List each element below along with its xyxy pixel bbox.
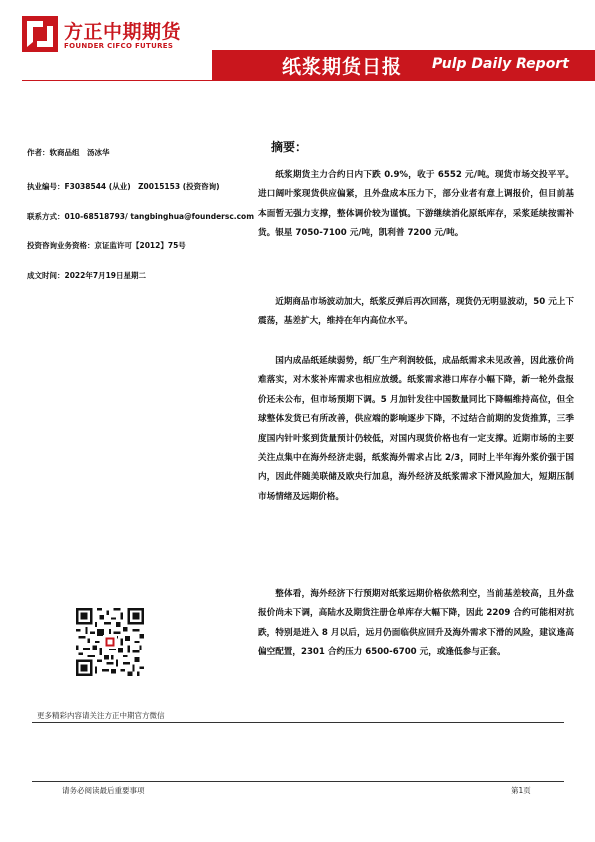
summary-title: 摘要： xyxy=(271,140,308,154)
contact-line: 联系方式：010-68518793/ tangbinghua@foundersc.com xyxy=(27,212,255,221)
summary-paragraph-3: 国内成品纸延续弱势，纸厂生产利润较低，成品纸需求未见改善，因此涨价尚难落实，对木浆补库需求也相应放缓。纸浆需求港口库存小幅下降，新一轮外盘报价还未公布，但市场预期下调。5 月加针发往中国数量同比下降幅维持高位，但全球整体发货已有所改善，供应端的影响逐步下降，不过结合前期的发货推算，三季度国内针叶浆到货量预计仍较低，对国内现货价格也有一定支撑。近期市场的主要关注点集中在海外经济走弱，纸浆海外需求占比 2/3，同时上半年海外浆价强于国内，因此伴随美联储及欧央行加息，海外经济及纸浆需求下滑风险加大，短期压制市场情绪及远期价格。 xyxy=(258,356,574,502)
header-divider xyxy=(22,80,595,81)
qr-caption: 更多精彩内容请关注方正中期官方微信 xyxy=(37,711,165,720)
license-line: 执业编号：F3038544 (从业) Z0015153 (投资咨询) xyxy=(27,182,220,191)
summary-paragraph-1: 纸浆期货主力合约日内下跌 0.9%，收于 6552 元/吨。现货市场交投平平。进口阔叶浆现货供应偏紧，且外盘成本压力下，部分业者有意上调报价，但目前基本面暂无强力支撑，整体调价较为谨慎。下游继续消化原纸库存，采浆延续按需补货。银星 7050-7100 元/吨，凯利普 7200 元/吨。 xyxy=(258,170,574,239)
date-line: 成文时间：2022年7月19日星期二 xyxy=(27,271,147,280)
left-column-divider xyxy=(32,722,564,723)
report-title-banner xyxy=(212,50,595,80)
disclaimer-note: 请务必阅读最后重要事项 xyxy=(62,786,145,795)
summary-paragraph-4: 整体看，海外经济下行预期对纸浆远期价格依然利空，当前基差较高，且外盘报价尚未下调，高陆水及期货注册仓单库存大幅下降，因此 2209 合约可能相对抗跌，特别是进入 8 月以后，远月仍面临供应回升及海外需求下滑的风险，建议逢高偏空配置，2301 合约压力 6500-6700 元，或逢低参与正套。 xyxy=(258,589,574,658)
page-number: 第1页 xyxy=(511,786,531,795)
report-title-en: Pulp Daily Report xyxy=(432,56,569,72)
logo-text-en: FOUNDER CIFCO FUTURES xyxy=(64,42,174,50)
company-logo xyxy=(22,16,182,56)
founder-logo-icon xyxy=(22,16,58,52)
qr-code-icon xyxy=(76,608,144,676)
report-title-cn: 纸浆期货日报 xyxy=(282,56,403,78)
summary-paragraph-2: 近期商品市场波动加大，纸浆反弹后再次回落，现货仍无明显波动，50 元上下震荡，基差扩大，维持在年内高位水平。 xyxy=(258,297,574,327)
footer-divider xyxy=(32,781,564,782)
logo-text-cn: 方正中期期货 xyxy=(64,21,182,43)
author-line: 作者：软商品组 汤冰华 xyxy=(27,148,110,157)
qualification-line: 投资咨询业务资格：京证监许可【2012】75号 xyxy=(27,241,186,250)
